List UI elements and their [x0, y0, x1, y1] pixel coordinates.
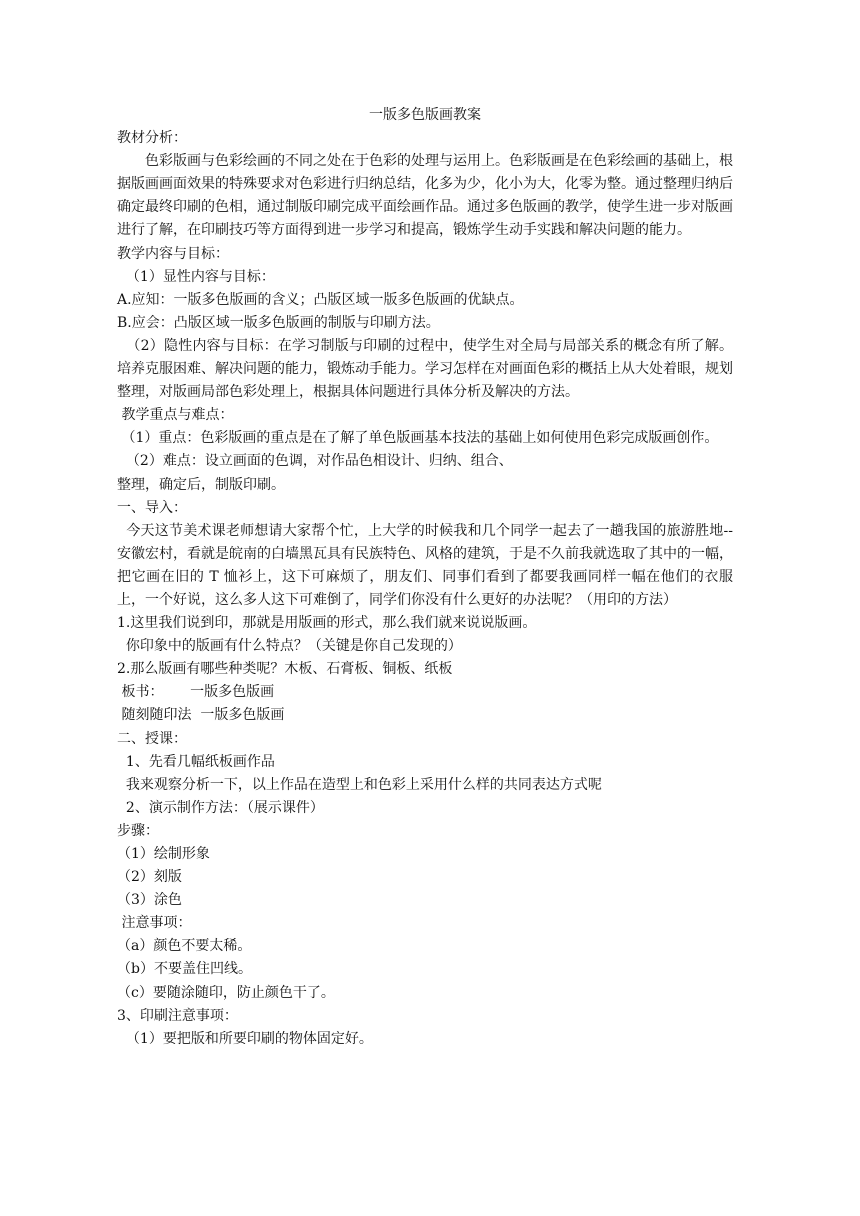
line-board: 板书： 一版多色版画	[117, 684, 275, 701]
line-b: B.应会：凸版区域一版多色版画的制版与印刷方法。	[117, 314, 440, 331]
line-teach-1: 1、先看几幅纸板画作品	[117, 753, 275, 770]
heading-goals: 教学内容与目标：	[117, 245, 229, 262]
line-notes: 注意事项：	[117, 915, 192, 932]
heading-key-points: 教学重点与难点：	[117, 407, 234, 424]
line-print-notes: 3、印刷注意事项：	[117, 1007, 238, 1024]
line-print-1: （1）要把版和所要印刷的物体固定好。	[117, 1030, 373, 1047]
line-intro-2: 2.那么版画有哪些种类呢？木板、石膏板、铜板、纸板	[117, 661, 453, 678]
heading-materials: 教材分析：	[117, 130, 187, 147]
paragraph-key-point: （1）重点：色彩版画的重点是在了解了单色版画基本技法的基础上如何使用色彩完成版画创作。	[117, 430, 719, 447]
line-board-2: 随刻随印法 一版多色版画	[117, 707, 285, 724]
line-teach-2: 2、演示制作方法：（展示课件）	[117, 799, 324, 816]
paragraph-implicit-goals: （2）隐性内容与目标：在学习制版与印刷的过程中，使学生对全局与局部关系的概念有所了解。培养克服困难、解决问题的能力，锻炼动手能力。学习怎样在对画面色彩的概括上从大处着眼，规划整理，对版画局部色彩处理上，根据具体问题进行具体分析及解决的方法。	[117, 337, 734, 401]
line-note-c: （c）要随涂随印，防止颜色干了。	[117, 984, 335, 1001]
heading-teach: 二、授课：	[117, 730, 187, 747]
line-a: A.应知：一版多色版画的含义；凸版区域一版多色版画的优缺点。	[117, 291, 524, 308]
document-body	[117, 127, 733, 1051]
line-difficulty-cont: 整理，确定后，制版印刷。	[117, 476, 285, 493]
line-intro-question: 你印象中的版画有什么特点？（关键是你自己发现的）	[117, 638, 462, 655]
document-title: 一版多色版画教案	[369, 107, 481, 123]
line-difficulty: （2）难点：设立画面的色调，对作品色相设计、归纳、组合、	[117, 453, 513, 470]
line-note-a: （a）颜色不要太稀。	[117, 938, 252, 955]
line-steps: 步骤：	[117, 822, 159, 839]
document-page	[117, 104, 733, 1051]
paragraph-intro: 今天这节美术课老师想请大家帮个忙，上大学的时候我和几个同学一起去了一趟我国的旅游胜地--安徽宏村，看就是皖南的白墙黑瓦具有民族特色、风格的建筑，于是不久前我就选取了其中的一幅，把它画在旧的 T 恤衫上，这下可麻烦了，朋友们、同事们看到了都要我画同样一幅在他们的衣服上，一个好说，这么多人这下可难倒了，同学们你没有什么更好的办法呢？（用印的方法）	[117, 522, 733, 608]
line-step-3: （3）涂色	[117, 892, 182, 909]
line-intro-1: 1.这里我们说到印，那就是用版画的形式，那么我们就来说说版画。	[117, 615, 537, 632]
line-note-b: （b）不要盖住凹线。	[117, 961, 252, 978]
paragraph-materials: 色彩版画与色彩绘画的不同之处在于色彩的处理与运用上。色彩版画是在色彩绘画的基础上，根据版画画面效果的特殊要求对色彩进行归纳总结，化多为少，化小为大，化零为整。通过整理归纳后确定最终印刷的色相，通过制版印刷完成平面绘画作品。通过多色版画的教学，使学生进一步对版画进行了解，在印刷技巧等方面得到进一步学习和提高，锻炼学生动手实践和解决问题的能力。	[117, 153, 733, 239]
line-step-2: （2）刻版	[117, 869, 182, 886]
heading-intro: 一、导入：	[117, 499, 187, 516]
line-step-1: （1）绘制形象	[117, 846, 210, 862]
line-teach-observe: 我来观察分析一下，以上作品在造型上和色彩上采用什么样的共同表达方式呢	[117, 776, 602, 793]
line-explicit-goals: （1）显性内容与目标：	[117, 268, 275, 285]
